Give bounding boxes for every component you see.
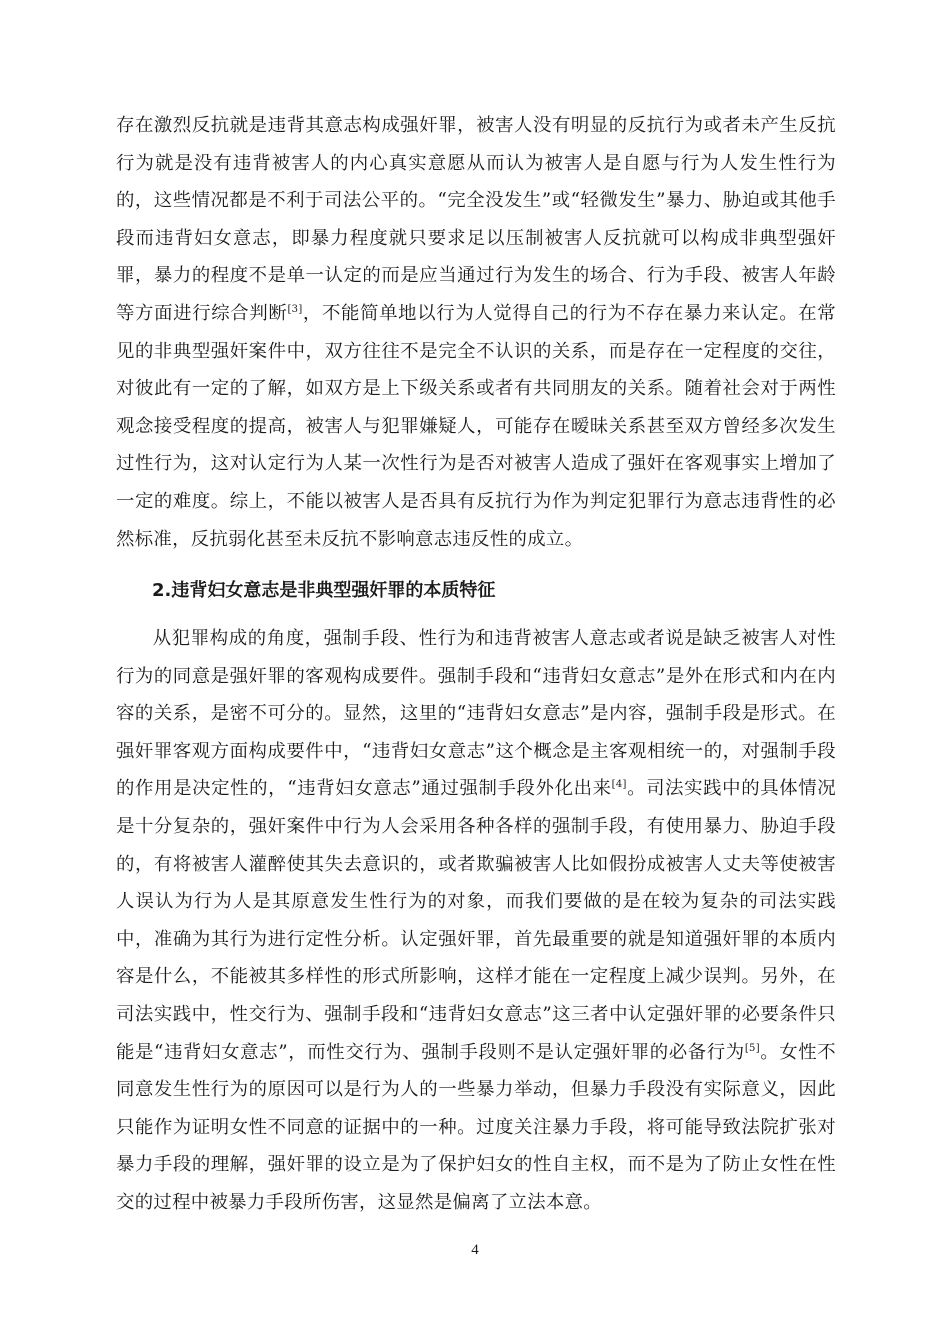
paragraph-1-text-b: ，不能简单地以行为人觉得自己的行为不存在暴力来认定。在常见的非典型强奸案件中，双方往往不是完全不认识的关系，而是存在一定程度的交往，对彼此有一定的了解，如双方是上下级关系或者有共同朋友的关系。随着社会对于两性观念接受程度的提高，被害人与犯罪嫌疑人，可能存在暧昧关系甚至双方曾经多次发生过性行为，这对认定行为人某一次性行为是否对被害人造成了强奸在客观事实上增加了一定的难度。综上，不能以被害人是否具有反抗行为作为判定犯罪行为意志违背性的必然标准，反抗弱化甚至未反抗不影响意志违反性的成立。 [116, 302, 836, 550]
section-heading: 2.违背妇女意志是非典型强奸罪的本质特征 [152, 580, 496, 601]
citation-3: [3] [287, 303, 303, 315]
body-paragraph-1 [116, 107, 836, 558]
paragraph-1-text-a: 存在激烈反抗就是违背其意志构成强奸罪，被害人没有明显的反抗行为或者未产生反抗行为就是没有违背被害人的内心真实意愿从而认为被害人是自愿与行为人发生性行为的，这些情况都是不利于司法公平的。“完全没发生”或“轻微发生”暴力、胁迫或其他手段而违背妇女意志，即暴力程度就只要求足以压制被害人反抗就可以构成非典型强奸罪，暴力的程度不是单一认定的而是应当通过行为发生的场合、行为手段、被害人年龄等方面进行综合判断 [116, 115, 836, 324]
paragraph-2-text-c: 。女性不同意发生性行为的原因可以是行为人的一些暴力举动，但暴力手段没有实际意义，因此只能作为证明女性不同意的证据中的一种。过度关注暴力手段，将可能导致法院扩张对暴力手段的理解，强奸罪的设立是为了保护妇女的性自主权，而不是为了防止女性在性交的过程中被暴力手段所伤害，这显然是偏离了立法本意。 [116, 1041, 836, 1213]
page-number: 4 [471, 1242, 479, 1258]
body-paragraph-2 [116, 620, 836, 1222]
citation-5: [5] [744, 1042, 760, 1054]
citation-4: [4] [611, 779, 627, 791]
paragraph-2-text-b: 。司法实践中的具体情况是十分复杂的，强奸案件中行为人会采用各种各样的强制手段，有使用暴力、胁迫手段的，有将被害人灌醉使其失去意识的，或者欺骗被害人比如假扮成被害人丈夫等使被害人误认为行为人是其原意发生性行为的对象，而我们要做的是在较为复杂的司法实践中，准确为其行为进行定性分析。认定强奸罪，首先最重要的就是知道强奸罪的本质内容是什么，不能被其多样性的形式所影响，这样才能在一定程度上减少误判。另外，在司法实践中，性交行为、强制手段和“违背妇女意志”这三者中认定强奸罪的必要条件只能是“违背妇女意志”，而性交行为、强制手段则不是认定强奸罪的必备行为 [116, 778, 836, 1063]
paragraph-2-text-a: 从犯罪构成的角度，强制手段、性行为和违背被害人意志或者说是缺乏被害人对性行为的同意是强奸罪的客观构成要件。强制手段和“违背妇女意志”是外在形式和内在内容的关系，是密不可分的。显然，这里的“违背妇女意志”是内容，强制手段是形式。在强奸罪客观方面构成要件中，“违背妇女意志”这个概念是主客观相统一的，对强制手段的作用是决定性的，“违背妇女意志”通过强制手段外化出来 [116, 628, 836, 800]
